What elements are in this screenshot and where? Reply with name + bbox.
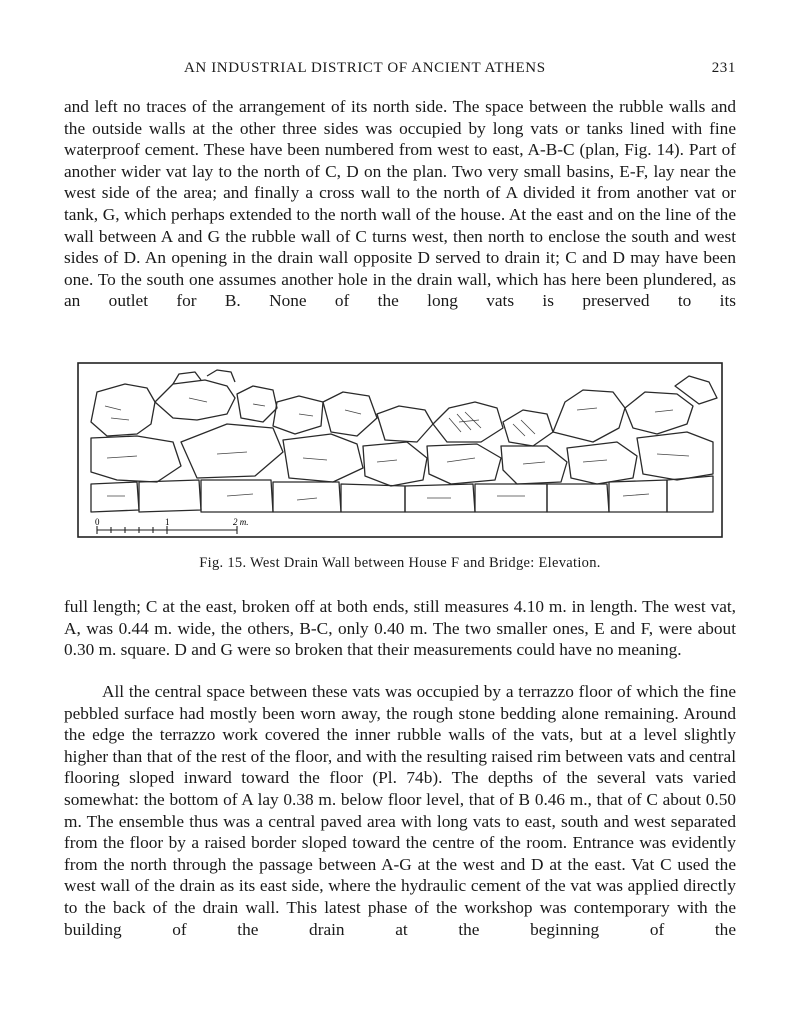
page-number: 231: [711, 60, 736, 76]
running-title: AN INDUSTRIAL DISTRICT OF ANCIENT ATHENS: [184, 60, 546, 76]
running-head: [64, 60, 736, 82]
figure-caption: Fig. 15. West Drain Wall between House F and Bridge: Elevation.: [199, 555, 601, 571]
scale-label-2m: 2 m.: [233, 517, 249, 527]
scale-label-0: 0: [95, 517, 100, 527]
paragraph-1: and left no traces of the arrangement of its north side. The space between the rubble walls and the outside walls at the other three sides was occupied by long vats or tanks lined with fine waterproof cement. These have been numbered from west to east, A-B-C (plan, Fig. 14). Part of another wider vat lay to the north of C, D on the plan. Two very small basins, E-F, lay near the west side of the area; and finally a cross wall to the north of A divided it from another vat or tank, G, which perhaps extended to the north wall of the house. At the east and on the line of the wall between A and G the rubble wall of C turns west, then north to enclose the south and west sides of D. An opening in the drain wall opposite D served to drain it; C and D may have been one. To the south one assumes another hole in the drain wall, which has here been plundered, as an outlet for B. None of the long vats is preserved to its: [64, 97, 736, 311]
figure-wall-elevation: [77, 362, 723, 538]
paragraph-3: All the central space between these vats was occupied by a terrazzo floor of which the fine pebbled surface had mostly been worn away, the rough stone bedding alone remaining. Around the edge the terrazzo work covered the inner rubble walls of the vats, but at a level slightly higher than that of the rest of the floor, and with the resulting raised rim between vats and central flooring sloped inward toward the floor (Pl. 74b). The depths of the several vats varied somewhat: the bottom of A lay 0.38 m. below floor level, that of B 0.46 m., that of C about 0.50 m. The ensemble thus was a central paved area with long vats to east, south and west separated from the floor by a raised border sloped toward the centre of the room. Entrance was evidently from the north through the passage between A-G at the west and D at the east. Vat C used the west wall of the drain as its east side, where the hydraulic cement of the vat was applied directly to the back of the drain wall. This latest phase of the workshop was contemporary with the building of the drain at the beginning of the: [64, 682, 736, 939]
paragraph-2: full length; C at the east, broken off at both ends, still measures 4.10 m. in length. The west vat, A, was 0.44 m. wide, the others, B-C, only 0.40 m. The two smaller ones, E and F, were about 0.30 m. square. D and G were so broken that their measurements could have no meaning.: [64, 597, 736, 660]
scale-label-1: 1: [165, 517, 170, 527]
wall-elevation-drawing: [77, 362, 723, 538]
